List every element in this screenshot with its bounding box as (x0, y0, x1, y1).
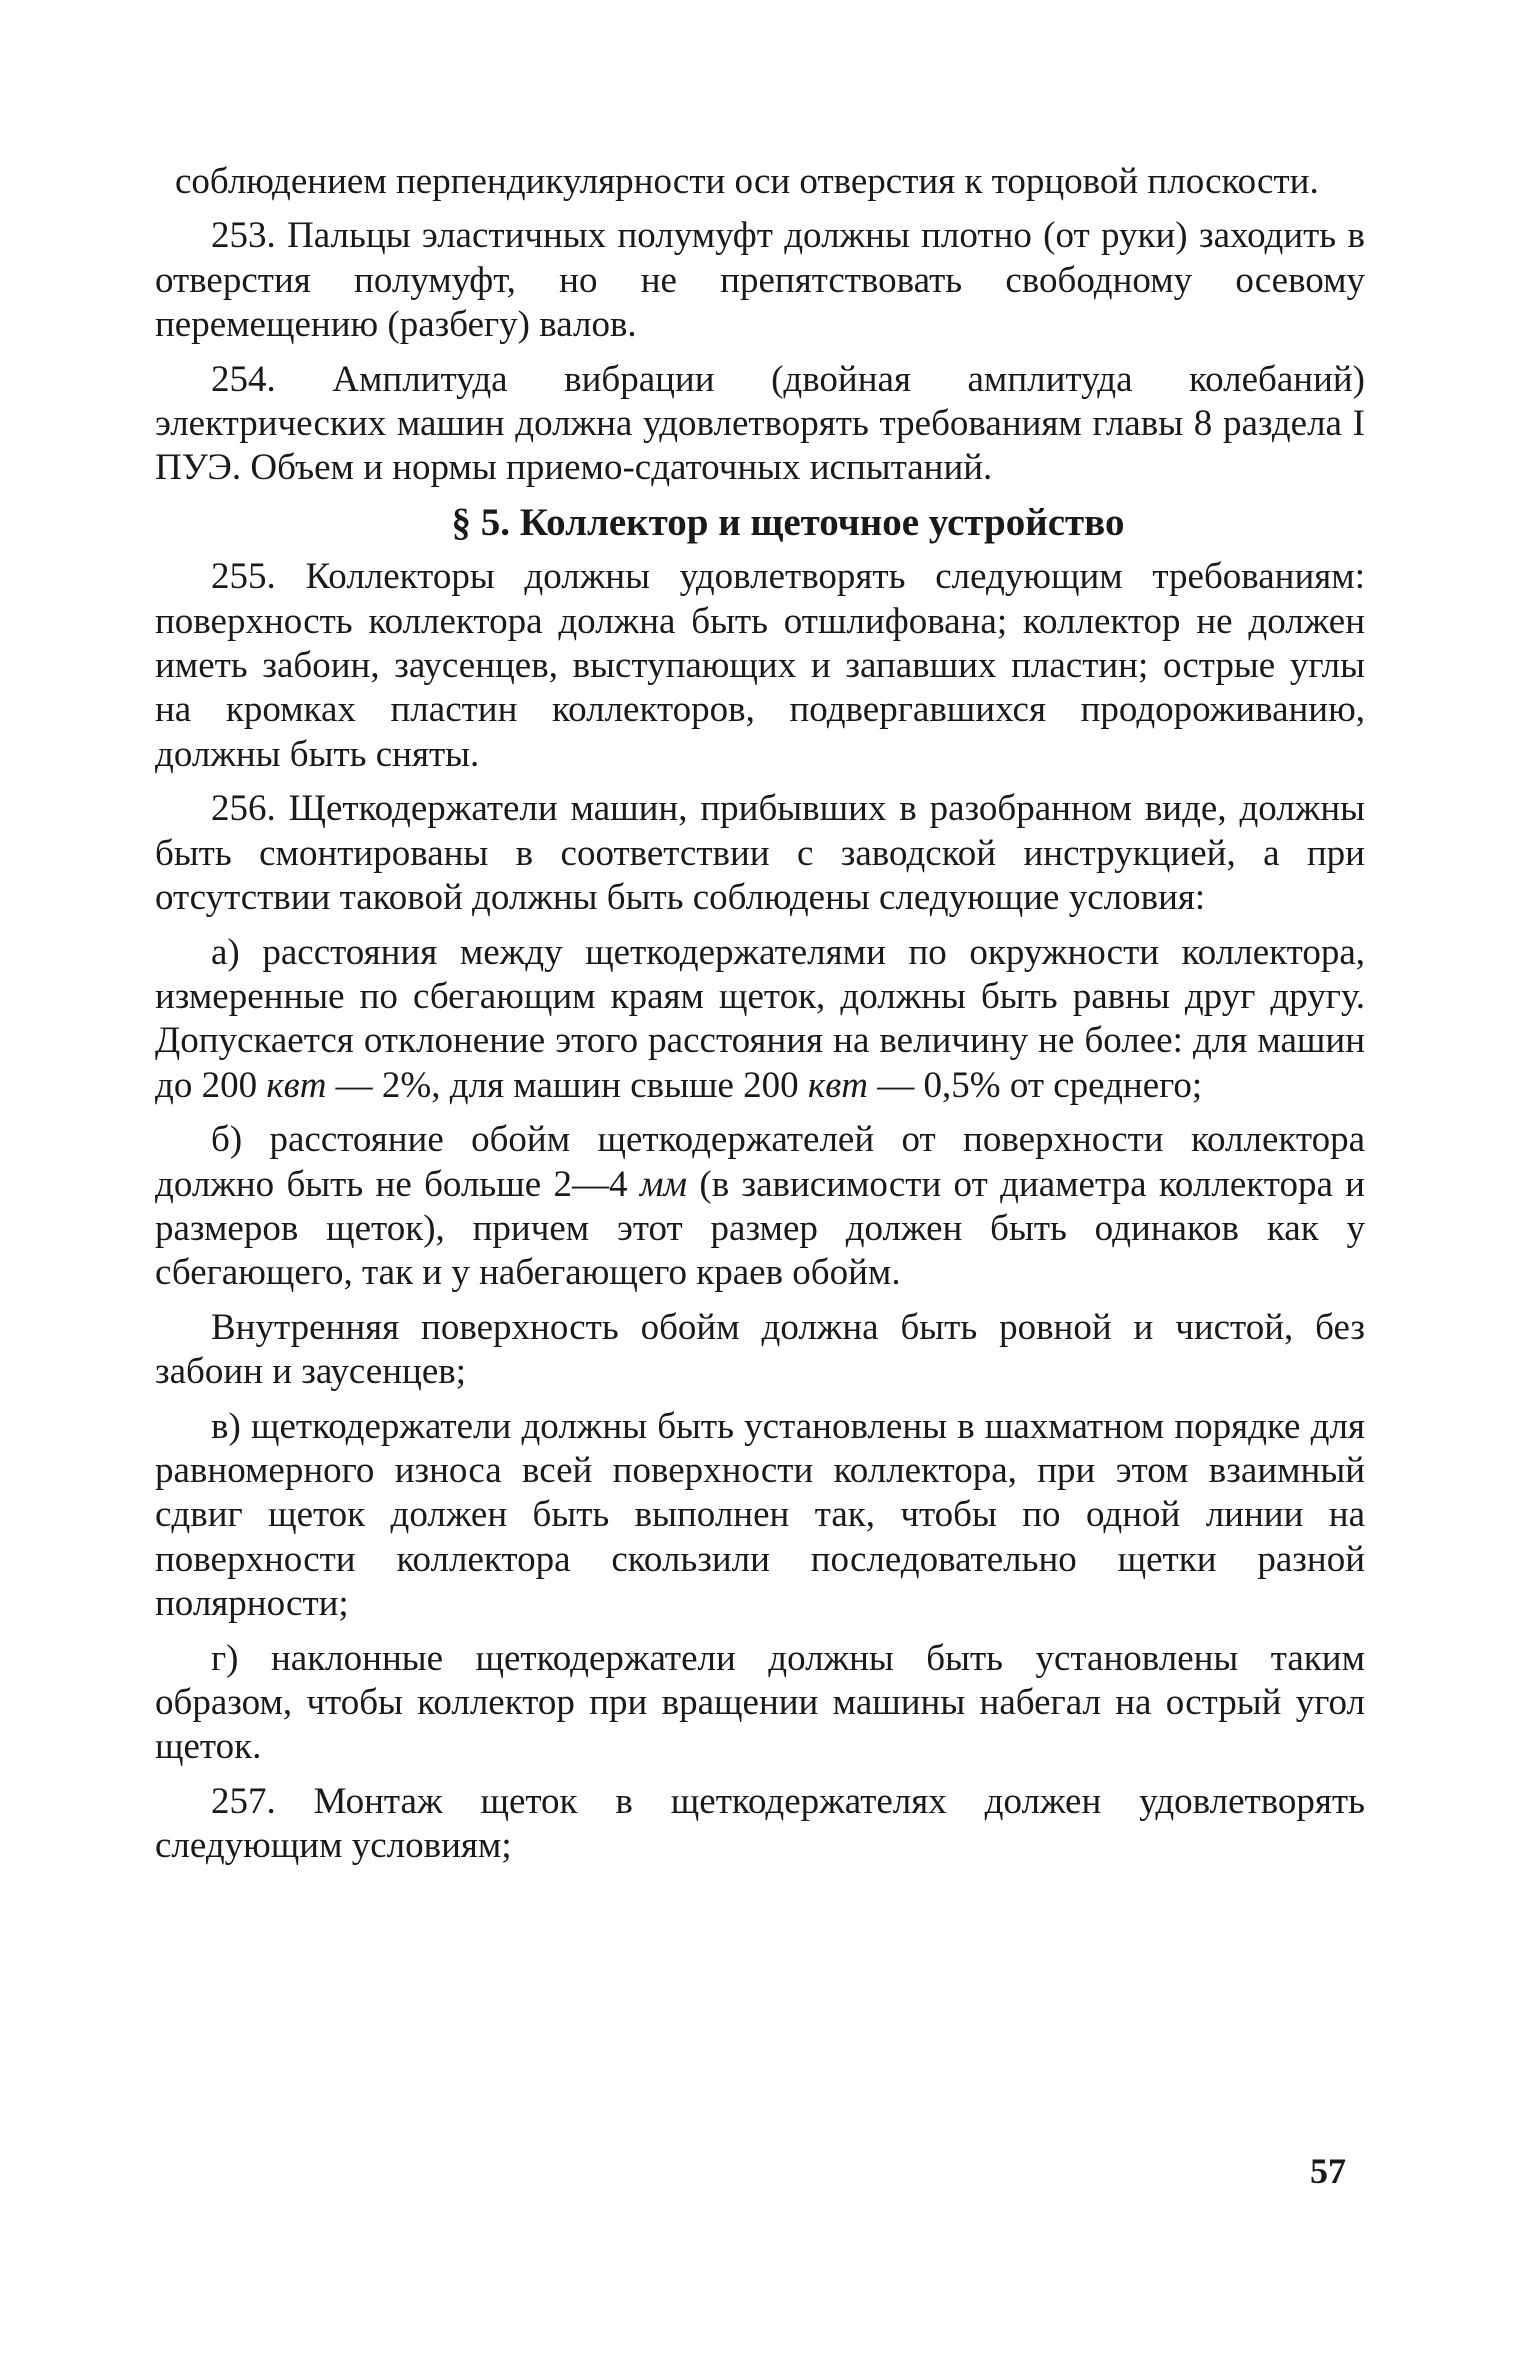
paragraph-256a (155, 931, 1365, 1109)
paragraph-255: 255. Коллекторы должны удовлетворять следующим требованиям: поверхность коллектора должна быть отшлифована; коллектор не должен иметь забоин, заусенцев, выступающих и запавших пластин; острые углы на кромках пластин коллекторов, подвергавшихся продороживанию, должны быть сняты. (155, 556, 1365, 775)
page-number: 57 (1310, 2151, 1346, 2191)
paragraph-256a-text-2: — 2%, для машин свыше 200 (326, 1064, 808, 1106)
paragraph-256v: в) щеткодержатели должны быть установлены в шахматном порядке для равномерного износа всей поверхности коллектора, при этом взаимный сдвиг щеток должен быть выполнен так, чтобы по одной линии на поверхности коллектора скользили последовательно щетки разной полярности; (155, 1405, 1365, 1625)
section-heading: § 5. Коллектор и щеточное устройство (451, 500, 1125, 544)
paragraph-continuation: соблюдением перпендикулярности оси отверстия к торцовой плоскости. (175, 161, 1319, 202)
unit-kvt-2: квт (807, 1064, 868, 1106)
paragraph-256b-text-2: (в зависимости от диаметра коллектора и размеров щеток), причем этот размер должен быть одинаков как у сбегающего, так и у набегающего краев обойм. (155, 1163, 1365, 1294)
paragraph-256: 256. Щеткодержатели машин, прибывших в разобранном виде, должны быть смонтированы в соответствии с заводской инструкцией, а при отсутствии таковой должны быть соблюдены следующие условия: (155, 788, 1365, 919)
paragraph-254: 254. Амплитуда вибрации (двойная амплитуда колебаний) электрических машин должна удовлетворять требованиям главы 8 раздела I ПУЭ. Объем и нормы приемо-сдаточных испытаний. (155, 358, 1365, 489)
paragraph-256b (155, 1118, 1365, 1296)
paragraph-253: 253. Пальцы эластичных полумуфт должны плотно (от руки) заходить в отверстия полумуфт, но не препятствовать свободному осевому перемещению (разбегу) валов. (155, 215, 1365, 346)
paragraph-256g: г) наклонные щеткодержатели должны быть установлены таким образом, чтобы коллектор при вращении машины набегал на острый угол щеток. (155, 1637, 1365, 1768)
paragraph-256a-text-1: а) расстояния между щеткодержателями по окружности коллектора, измеренные по сбегающим краям щеток, должны быть равны друг другу. Допускается отклонение этого расстояния на величину не более: для машин до 200 (155, 931, 1365, 1106)
paragraph-inner-surface: Внутренняя поверхность обойм должна быть ровной и чистой, без забоин и заусенцев; (155, 1306, 1365, 1393)
unit-mm: мм (639, 1163, 688, 1205)
paragraph-257: 257. Монтаж щеток в щеткодержателях должен удовлетворять следующим условиям; (155, 1780, 1365, 1867)
unit-kvt-1: квт (266, 1064, 327, 1106)
body-text (155, 160, 1365, 1879)
paragraph-256b-text-1: б) расстояние обойм щеткодержателей от поверхности коллектора должно быть не больше 2—4 (155, 1119, 1365, 1205)
paragraph-256a-text-3: — 0,5% от среднего; (868, 1064, 1203, 1106)
